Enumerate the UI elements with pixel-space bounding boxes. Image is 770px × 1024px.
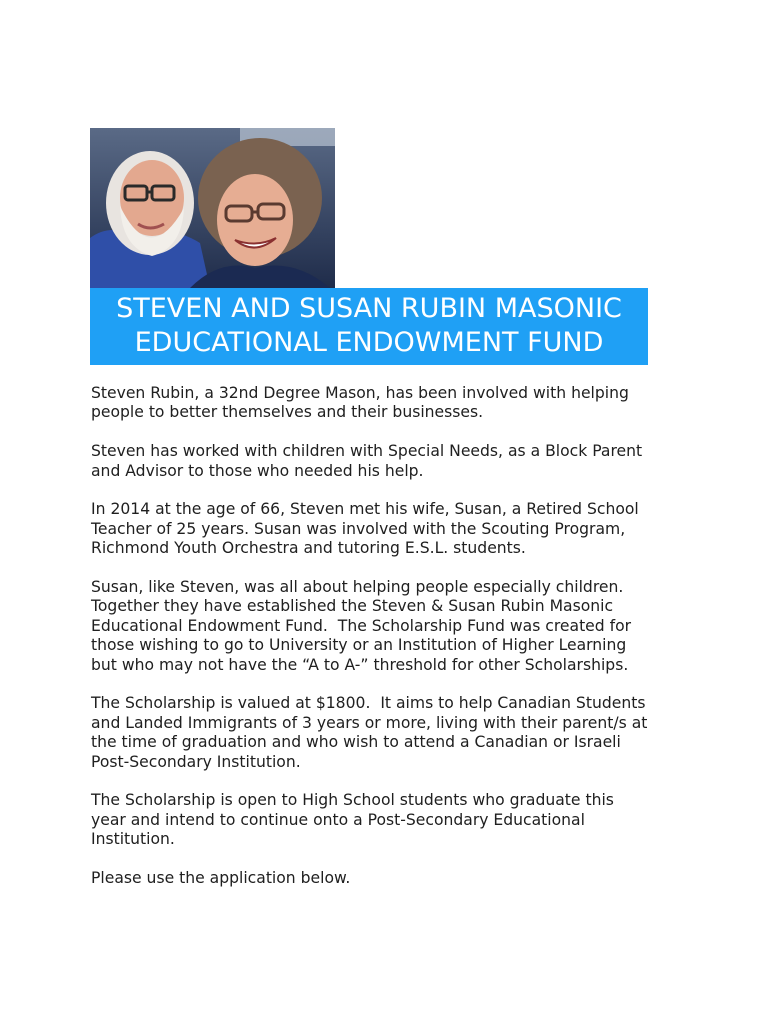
paragraph-line: the time of graduation and who wish to attend a Canadian or Israeli [91, 733, 621, 752]
description-paragraph [91, 791, 691, 849]
paragraph-line: Together they have established the Steven & Susan Rubin Masonic [91, 597, 614, 616]
paragraph-line: year and intend to continue onto a Post-Secondary Educational [91, 810, 585, 829]
paragraph-line: Please use the application below. [91, 869, 351, 888]
fund-description [91, 384, 691, 908]
paragraph-line: The Scholarship is open to High School students who graduate this [91, 791, 614, 810]
paragraph-line: and Landed Immigrants of 3 years or more, living with their parent/s at [91, 713, 648, 732]
paragraph-line: Susan, like Steven, was all about helping people especially children. [91, 578, 624, 597]
paragraph-line: people to better themselves and their businesses. [91, 403, 484, 422]
paragraph-line: In 2014 at the age of 66, Steven met his wife, Susan, a Retired School [91, 500, 639, 519]
paragraph-line: Teacher of 25 years. Susan was involved with the Scouting Program, [91, 519, 626, 538]
paragraph-line: Educational Endowment Fund. The Scholarship Fund was created for [91, 616, 632, 635]
paragraph-line: and Advisor to those who needed his help. [91, 461, 424, 480]
description-paragraph [91, 869, 691, 888]
paragraph-line: those wishing to go to University or an Institution of Higher Learning [91, 636, 627, 655]
paragraph-line: Steven Rubin, a 32nd Degree Mason, has been involved with helping [91, 384, 629, 402]
fund-title-line-1: STEVEN AND SUSAN RUBIN MASONIC [116, 293, 622, 324]
paragraph-line: Richmond Youth Orchestra and tutoring E.S.L. students. [91, 539, 526, 558]
description-paragraph [91, 578, 691, 675]
description-paragraph [91, 442, 691, 481]
paragraph-line: but who may not have the “A to A-” threshold for other Scholarships. [91, 655, 629, 674]
fund-title-line-2: EDUCATIONAL ENDOWMENT FUND [134, 327, 604, 358]
description-paragraph [91, 384, 691, 423]
description-paragraph [91, 500, 691, 558]
couple-photo-illustration [90, 128, 335, 288]
paragraph-line: The Scholarship is valued at $1800. It aims to help Canadian Students [91, 694, 646, 713]
fund-title-banner [90, 288, 648, 365]
paragraph-line: Steven has worked with children with Special Needs, as a Block Parent [91, 442, 643, 461]
couple-photo [90, 128, 335, 288]
description-paragraph [91, 694, 691, 772]
paragraph-line: Post-Secondary Institution. [91, 752, 301, 771]
paragraph-line: Institution. [91, 830, 175, 849]
